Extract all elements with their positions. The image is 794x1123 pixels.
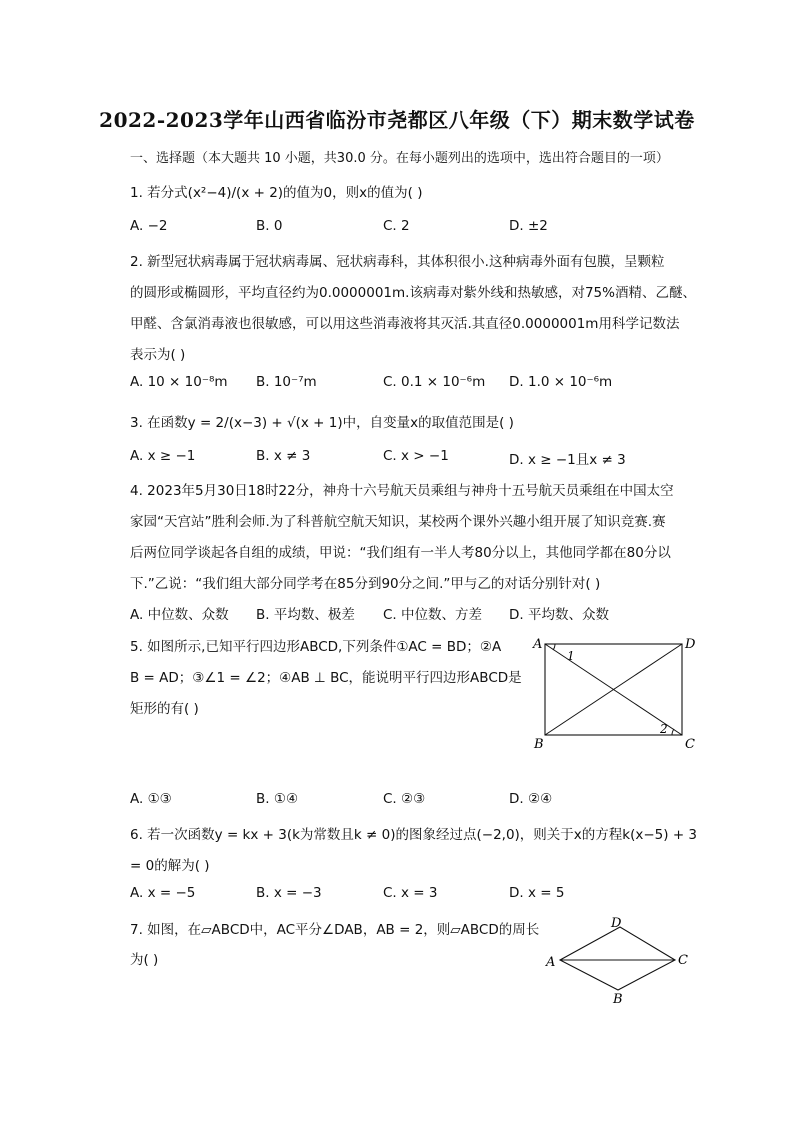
q1-line-1: 1. 若分式(x²−4)/(x + 2)的值为0，则x的值为( ) [130,185,423,201]
q1-option-d: D. ±2 [509,218,548,234]
q2-line-4: 表示为( ) [130,347,186,363]
q4-option-d: D. 平均数、众数 [509,607,609,623]
q5-rectangle-figure [528,632,698,752]
label-d: D [685,637,696,652]
q2-option-d: D. 1.0 × 10⁻⁶m [509,374,613,390]
q5-option-d: D. ②④ [509,791,553,807]
q5-option-a: A. ①③ [130,791,172,807]
q1-option-b: B. 0 [256,218,283,234]
q7-rhombus-figure [540,912,700,1008]
q2-option-a: A. 10 × 10⁻⁸m [130,374,228,390]
q2-line-1: 2. 新型冠状病毒属于冠状病毒属、冠状病毒科，其体积很小.这种病毒外面有包膜，呈颗粒 [130,254,665,270]
q2-option-b: B. 10⁻⁷m [256,374,317,390]
q4-option-c: C. 中位数、方差 [383,607,483,623]
label-a: A [533,637,543,652]
angle-2-arc [672,729,674,735]
label-b: B [613,992,623,1007]
q4-line-3: 后两位同学谈起各自组的成绩，甲说：“我们组有一半人考80分以上，其他同学都在80分以 [130,545,671,561]
label-a: A [546,955,556,970]
q4-option-a: A. 中位数、众数 [130,607,229,623]
label-c: C [678,953,688,968]
q4-option-b: B. 平均数、极差 [256,607,355,623]
label-c: C [685,737,695,752]
q6-line-2: = 0的解为( ) [130,858,210,874]
angle-1-arc [553,644,555,650]
q2-option-c: C. 0.1 × 10⁻⁶m [383,374,486,390]
q3-option-a: A. x ≥ −1 [130,448,196,464]
section-header: 一、选择题（本大题共 10 小题，共30.0 分。在每小题列出的选项中，选出符合题目的一项） [130,151,669,166]
q7-line-2: 为( ) [130,952,159,968]
q3-line-1: 3. 在函数y = 2/(x−3) + √(x + 1)中，自变量x的取值范围是( ) [130,415,514,431]
q5-line-3: 矩形的有( ) [130,701,199,717]
q5-option-c: C. ②③ [383,791,426,807]
q6-option-a: A. x = −5 [130,885,196,901]
q1-option-a: A. −2 [130,218,168,234]
q6-option-c: C. x = 3 [383,885,438,901]
q5-line-2: B = AD；③∠1 = ∠2；④AB ⊥ BC，能说明平行四边形ABCD是 [130,670,522,686]
q4-line-1: 4. 2023年5月30日18时22分，神舟十六号航天员乘组与神舟十五号航天员乘组在中国太空 [130,483,674,499]
label-angle-1: 1 [567,649,575,663]
q5-line-1: 5. 如图所示,已知平行四边形ABCD,下列条件①AC = BD；②A [130,639,502,655]
q6-option-d: D. x = 5 [509,885,565,901]
q7-line-1: 7. 如图，在▱ABCD中，AC平分∠DAB，AB = 2，则▱ABCD的周长 [130,922,540,938]
q1-option-c: C. 2 [383,218,410,234]
label-d: D [611,916,622,931]
label-b: B [534,737,544,752]
label-angle-2: 2 [660,722,668,736]
q3-option-b: B. x ≠ 3 [256,448,311,464]
q5-option-b: B. ①④ [256,791,299,807]
q3-option-c: C. x > −1 [383,448,449,464]
q6-option-b: B. x = −3 [256,885,322,901]
page-title: 2022-2023学年山西省临汾市尧都区八年级（下）期末数学试卷 [99,108,695,132]
q3-option-d: D. x ≥ −1且x ≠ 3 [509,452,626,468]
parallelogram-abcd [560,927,675,990]
q6-line-1: 6. 若一次函数y = kx + 3(k为常数且k ≠ 0)的图象经过点(−2,0)，则关于x的方程k(x−5) + 3 [130,827,698,843]
q2-line-2: 的圆形或椭圆形，平均直径约为0.0000001m.该病毒对紫外线和热敏感，对75%酒精、乙醚、 [130,285,696,301]
q4-line-2: 家园“天宫站”胜利会师.为了科普航空航天知识，某校两个课外兴趣小组开展了知识竞赛.赛 [130,514,666,530]
q2-line-3: 甲醛、含氯消毒液也很敏感，可以用这些消毒液将其灭活.其直径0.0000001m用科学记数法 [130,316,680,332]
q4-line-4: 下.”乙说：“我们组大部分同学考在85分到90分之间.”甲与乙的对话分别针对( ) [130,576,601,592]
